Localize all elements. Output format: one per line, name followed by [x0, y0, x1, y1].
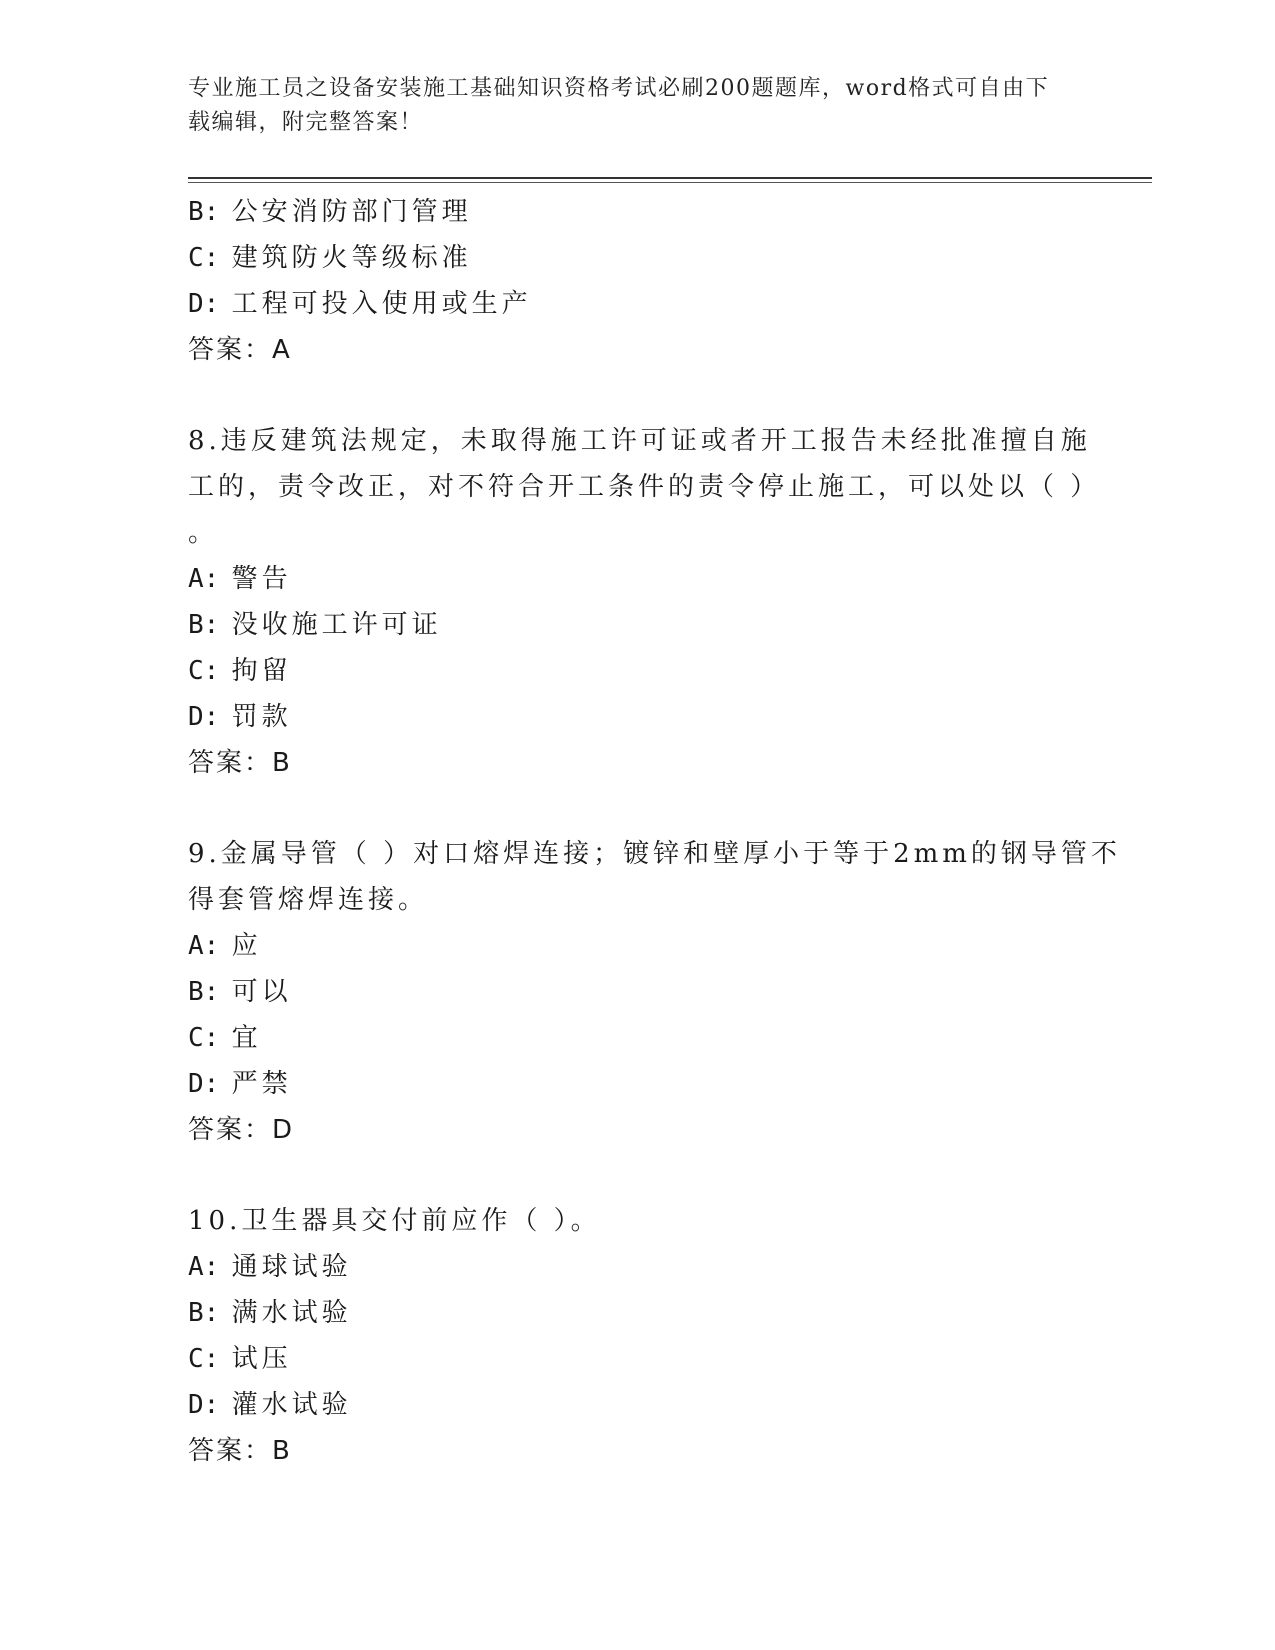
spacer: [188, 373, 1088, 418]
answer-line: 答案：D: [188, 1115, 295, 1145]
option-text: 宜: [231, 1023, 262, 1053]
option-label: C:: [188, 1344, 220, 1374]
question-stem-line: 8.违反建筑法规定，未取得施工许可证或者开工报告未经批准擅自施: [188, 426, 1091, 456]
option-text: 试压: [231, 1344, 292, 1374]
option-label: C:: [188, 1023, 220, 1053]
option-label: B:: [188, 977, 220, 1007]
option-text: 没收施工许可证: [231, 610, 442, 640]
option-a: [188, 923, 1088, 969]
question-stem-line: 。: [188, 518, 219, 548]
option-label: A:: [188, 1252, 220, 1282]
option-text: 满水试验: [231, 1298, 352, 1328]
option-text: 应: [231, 931, 262, 961]
option-label: B:: [188, 610, 220, 640]
option-label: A:: [188, 931, 220, 961]
spacer: [188, 1153, 1088, 1198]
option-d: [188, 281, 1088, 327]
header-rule-thick: [188, 177, 1152, 179]
option-text: 拘留: [231, 656, 292, 686]
option-c: [188, 235, 1088, 281]
option-label: C:: [188, 243, 220, 273]
option-text: 灌水试验: [231, 1390, 352, 1420]
answer-line: 答案：B: [188, 748, 292, 778]
option-a: [188, 1244, 1088, 1290]
question-stem-line: 9.金属导管（ ）对口熔焊连接；镀锌和壁厚小于等于2mm的钢导管不: [188, 839, 1121, 869]
option-label: D:: [188, 1390, 220, 1420]
spacer: [188, 786, 1088, 831]
option-b: [188, 1290, 1088, 1336]
option-c: [188, 648, 1088, 694]
option-text: 建筑防火等级标准: [231, 243, 472, 273]
option-label: C:: [188, 656, 220, 686]
option-c: [188, 1015, 1088, 1061]
option-text: 严禁: [231, 1069, 292, 1099]
option-d: [188, 694, 1088, 740]
option-b: [188, 969, 1088, 1015]
option-label: D:: [188, 702, 220, 732]
option-label: A:: [188, 564, 220, 594]
question-10: [188, 1198, 1088, 1474]
question-8: [188, 418, 1101, 786]
answer-line: 答案：A: [188, 335, 292, 365]
option-b: [188, 189, 1088, 235]
question-stem-line: 得套管熔焊连接。: [188, 885, 429, 915]
option-text: 罚款: [231, 702, 292, 732]
option-a: [188, 556, 1088, 602]
option-text: 警告: [231, 564, 292, 594]
option-text: 公安消防部门管理: [231, 197, 472, 227]
document-header: 专业施工员之设备安装施工基础知识资格考试必刷200题题库，word格式可自由下载编辑，附完整答案！: [188, 76, 1050, 135]
option-label: D:: [188, 289, 220, 319]
option-c: [188, 1336, 1088, 1382]
header-rule-thin: [188, 182, 1152, 183]
question-9: [188, 831, 1121, 1153]
question-stem-line: 10.卫生器具交付前应作（ ）。: [188, 1206, 601, 1236]
document-content: [188, 189, 1121, 1474]
answer-line: 答案：B: [188, 1436, 292, 1466]
option-d: [188, 1382, 1088, 1428]
option-b: [188, 602, 1088, 648]
option-text: 工程可投入使用或生产: [231, 289, 532, 319]
option-label: D:: [188, 1069, 220, 1099]
option-d: [188, 1061, 1088, 1107]
question-7-continuation: [188, 189, 1088, 373]
option-label: B:: [188, 1298, 220, 1328]
question-stem-line: 工的，责令改正，对不符合开工条件的责令停止施工，可以处以（ ）: [188, 472, 1101, 502]
option-text: 可以: [231, 977, 292, 1007]
option-label: B:: [188, 197, 220, 227]
option-text: 通球试验: [231, 1252, 352, 1282]
